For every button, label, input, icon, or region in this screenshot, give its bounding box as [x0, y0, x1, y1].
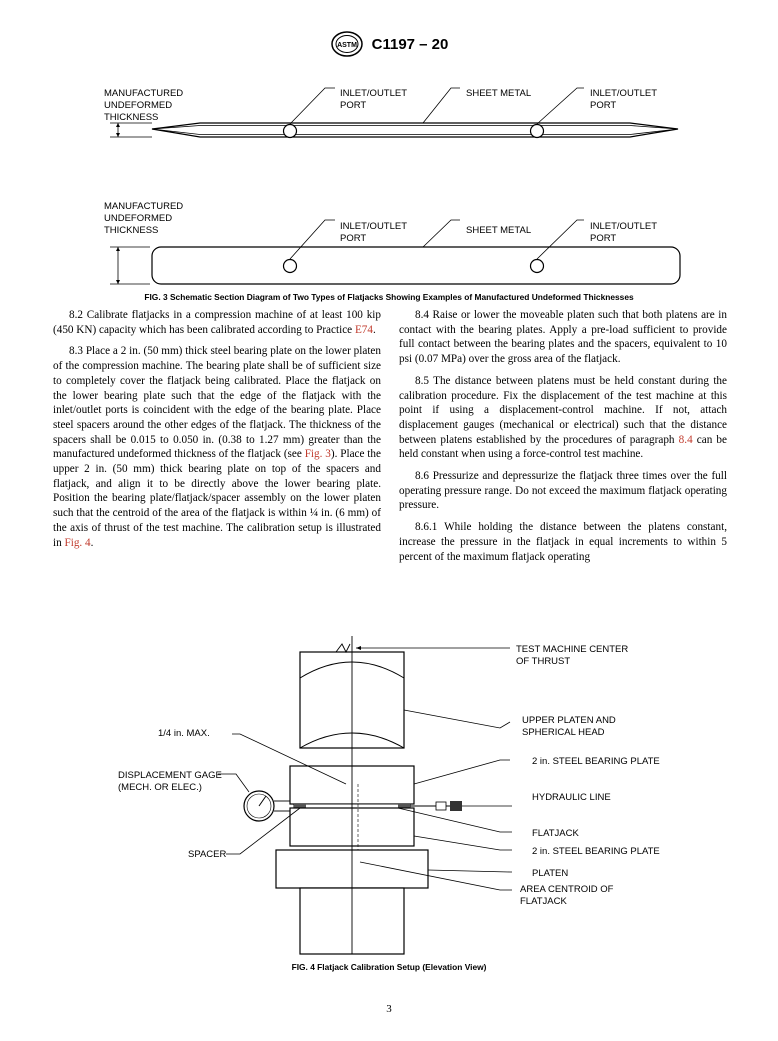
figure-3-diagram [0, 0, 778, 290]
text-column-right [399, 308, 727, 571]
link-fig-4[interactable]: Fig. 4 [64, 536, 91, 549]
fig3b-port-label-1: INLET/OUTLET [340, 221, 408, 232]
fig3b-left-label-1: MANUFACTURED [104, 201, 184, 212]
inlet-port-right-icon [531, 125, 544, 138]
fig3a-port-label-2: PORT [340, 100, 367, 111]
inlet-port-right-b-icon [531, 260, 544, 273]
fig3a-left-label-1: MANUFACTURED [104, 88, 184, 99]
paragraph-8-3: 8.3 Place a 2 in. (50 mm) thick steel bearing plate on the lower platen of the compression machine. The bearing plate shall be of sufficient size to completely cover the flatjack being calibrated. Place the flatjack on the lower bearing plate such that the edge of the flatjack with the inlet/outlet ports is coincident with the edge of the bearing plate. Place steel spacers around the other edges of the flatjack. The thickness of the spacers shall be 0.015 to 0.050 in. (0.38 to 1.27 mm) greater than the manufactured undeformed thickness of the flatjack (see Fig. 3). Place the upper 2 in. (50 mm) thick bearing plate on top of the spacers and flatjack, and align it to be directly above the lower bearing plate. Position the bearing plate/flatjack/spacer assembly on the lower platen such that the centroid of the area of the flatjack is within ¼ in. (6 mm) of the axis of thrust of the test machine. The calibration setup is illustrated in Fig. 4. [53, 345, 381, 549]
link-8-4[interactable]: 8.4 [678, 433, 693, 446]
figure-3-caption: FIG. 3 Schematic Section Diagram of Two Types of Flatjacks Showing Examples of Manufactured Undeformed Thicknesses [144, 292, 634, 302]
fig3b-left-label-3: THICKNESS [104, 225, 159, 236]
paragraph-8-5: 8.5 The distance between platens must be held constant during the calibration procedure. Fix the displacement of the test machine at this point if using a displacement-control machine. If not, attach displacement gauges (mechanical or electrical) such that the distance between platens established by the procedures of paragraph 8.4 can be held constant when using a force-control test machine. [399, 374, 727, 461]
standard-designation: C1197 – 20 [371, 35, 449, 53]
inlet-port-left-b-icon [284, 260, 297, 273]
label-upper-platen-1: UPPER PLATEN AND [522, 715, 616, 726]
text-column-left [53, 308, 381, 557]
label-center-thrust-1: TEST MACHINE CENTER [516, 644, 629, 655]
label-quarter-max: 1/4 in. MAX. [158, 728, 210, 739]
fig3a-sheet-metal-label: SHEET METAL [466, 88, 532, 99]
label-bearing-bottom: 2 in. STEEL BEARING PLATE [532, 846, 660, 857]
fig3a-port-right-label-2: PORT [590, 100, 617, 111]
label-gage-2: (MECH. OR ELEC.) [118, 782, 202, 793]
fig3b-left-label-2: UNDEFORMED [104, 213, 173, 224]
flatjack-type-a [104, 88, 678, 138]
link-e74[interactable]: E74 [354, 323, 373, 336]
label-center-thrust-2: OF THRUST [516, 656, 571, 667]
fig3a-port-right-label-1: INLET/OUTLET [590, 88, 658, 99]
paragraph-8-4: 8.4 Raise or lower the moveable platen such that both platens are in contact with the bearing plates. Apply a pre-load sufficient to provide full contact between the bearing plates and the spacers, equivalent to 10 psi (0.07 MPa) over the gross area of the flatjack. [399, 309, 727, 366]
fig3a-port-label-1: INLET/OUTLET [340, 88, 408, 99]
paragraph-8-6: 8.6 Pressurize and depressurize the flatjack three times over the full operating pressure range. Do not exceed the maximum flatjack operating pressure. [399, 470, 727, 512]
fig3a-left-label-3: THICKNESS [104, 112, 159, 123]
label-platen: PLATEN [532, 868, 569, 879]
figure-4-caption: FIG. 4 Flatjack Calibration Setup (Elevation View) [291, 962, 487, 972]
figure-4-diagram [0, 636, 778, 956]
link-fig-3[interactable]: Fig. 3 [304, 448, 331, 461]
fig3b-port-label-2: PORT [340, 233, 367, 244]
fig3b-port-right-label-2: PORT [590, 233, 617, 244]
hydraulic-fitting-icon [450, 801, 462, 811]
label-gage-1: DISPLACEMENT GAGE [118, 770, 222, 781]
label-bearing-top: 2 in. STEEL BEARING PLATE [532, 756, 660, 767]
fig3a-left-label-2: UNDEFORMED [104, 100, 173, 111]
label-centroid-2: FLATJACK [520, 896, 567, 907]
flatjack-type-b [104, 201, 680, 284]
inlet-port-left-icon [284, 125, 297, 138]
paragraph-8-2: 8.2 Calibrate flatjacks in a compression machine of at least 100 kip (450 KN) capacity which has been calibrated according to Practice E74. [53, 309, 381, 336]
label-spacer: SPACER [188, 849, 227, 860]
label-upper-platen-2: SPHERICAL HEAD [522, 727, 605, 738]
page-number: 3 [386, 1003, 392, 1015]
paragraph-8-6-1: 8.6.1 While holding the distance between the platens constant, increase the pressure in the flatjack in equal increments to within 5 percent of the maximum flatjack operating [399, 521, 727, 563]
svg-text:ASTM: ASTM [336, 42, 357, 49]
label-hydraulic: HYDRAULIC LINE [532, 792, 611, 803]
label-centroid-1: AREA CENTROID OF [520, 884, 614, 895]
fig3b-port-right-label-1: INLET/OUTLET [590, 221, 658, 232]
label-flatjack: FLATJACK [532, 828, 579, 839]
fig3b-sheet-metal-label: SHEET METAL [466, 225, 532, 236]
